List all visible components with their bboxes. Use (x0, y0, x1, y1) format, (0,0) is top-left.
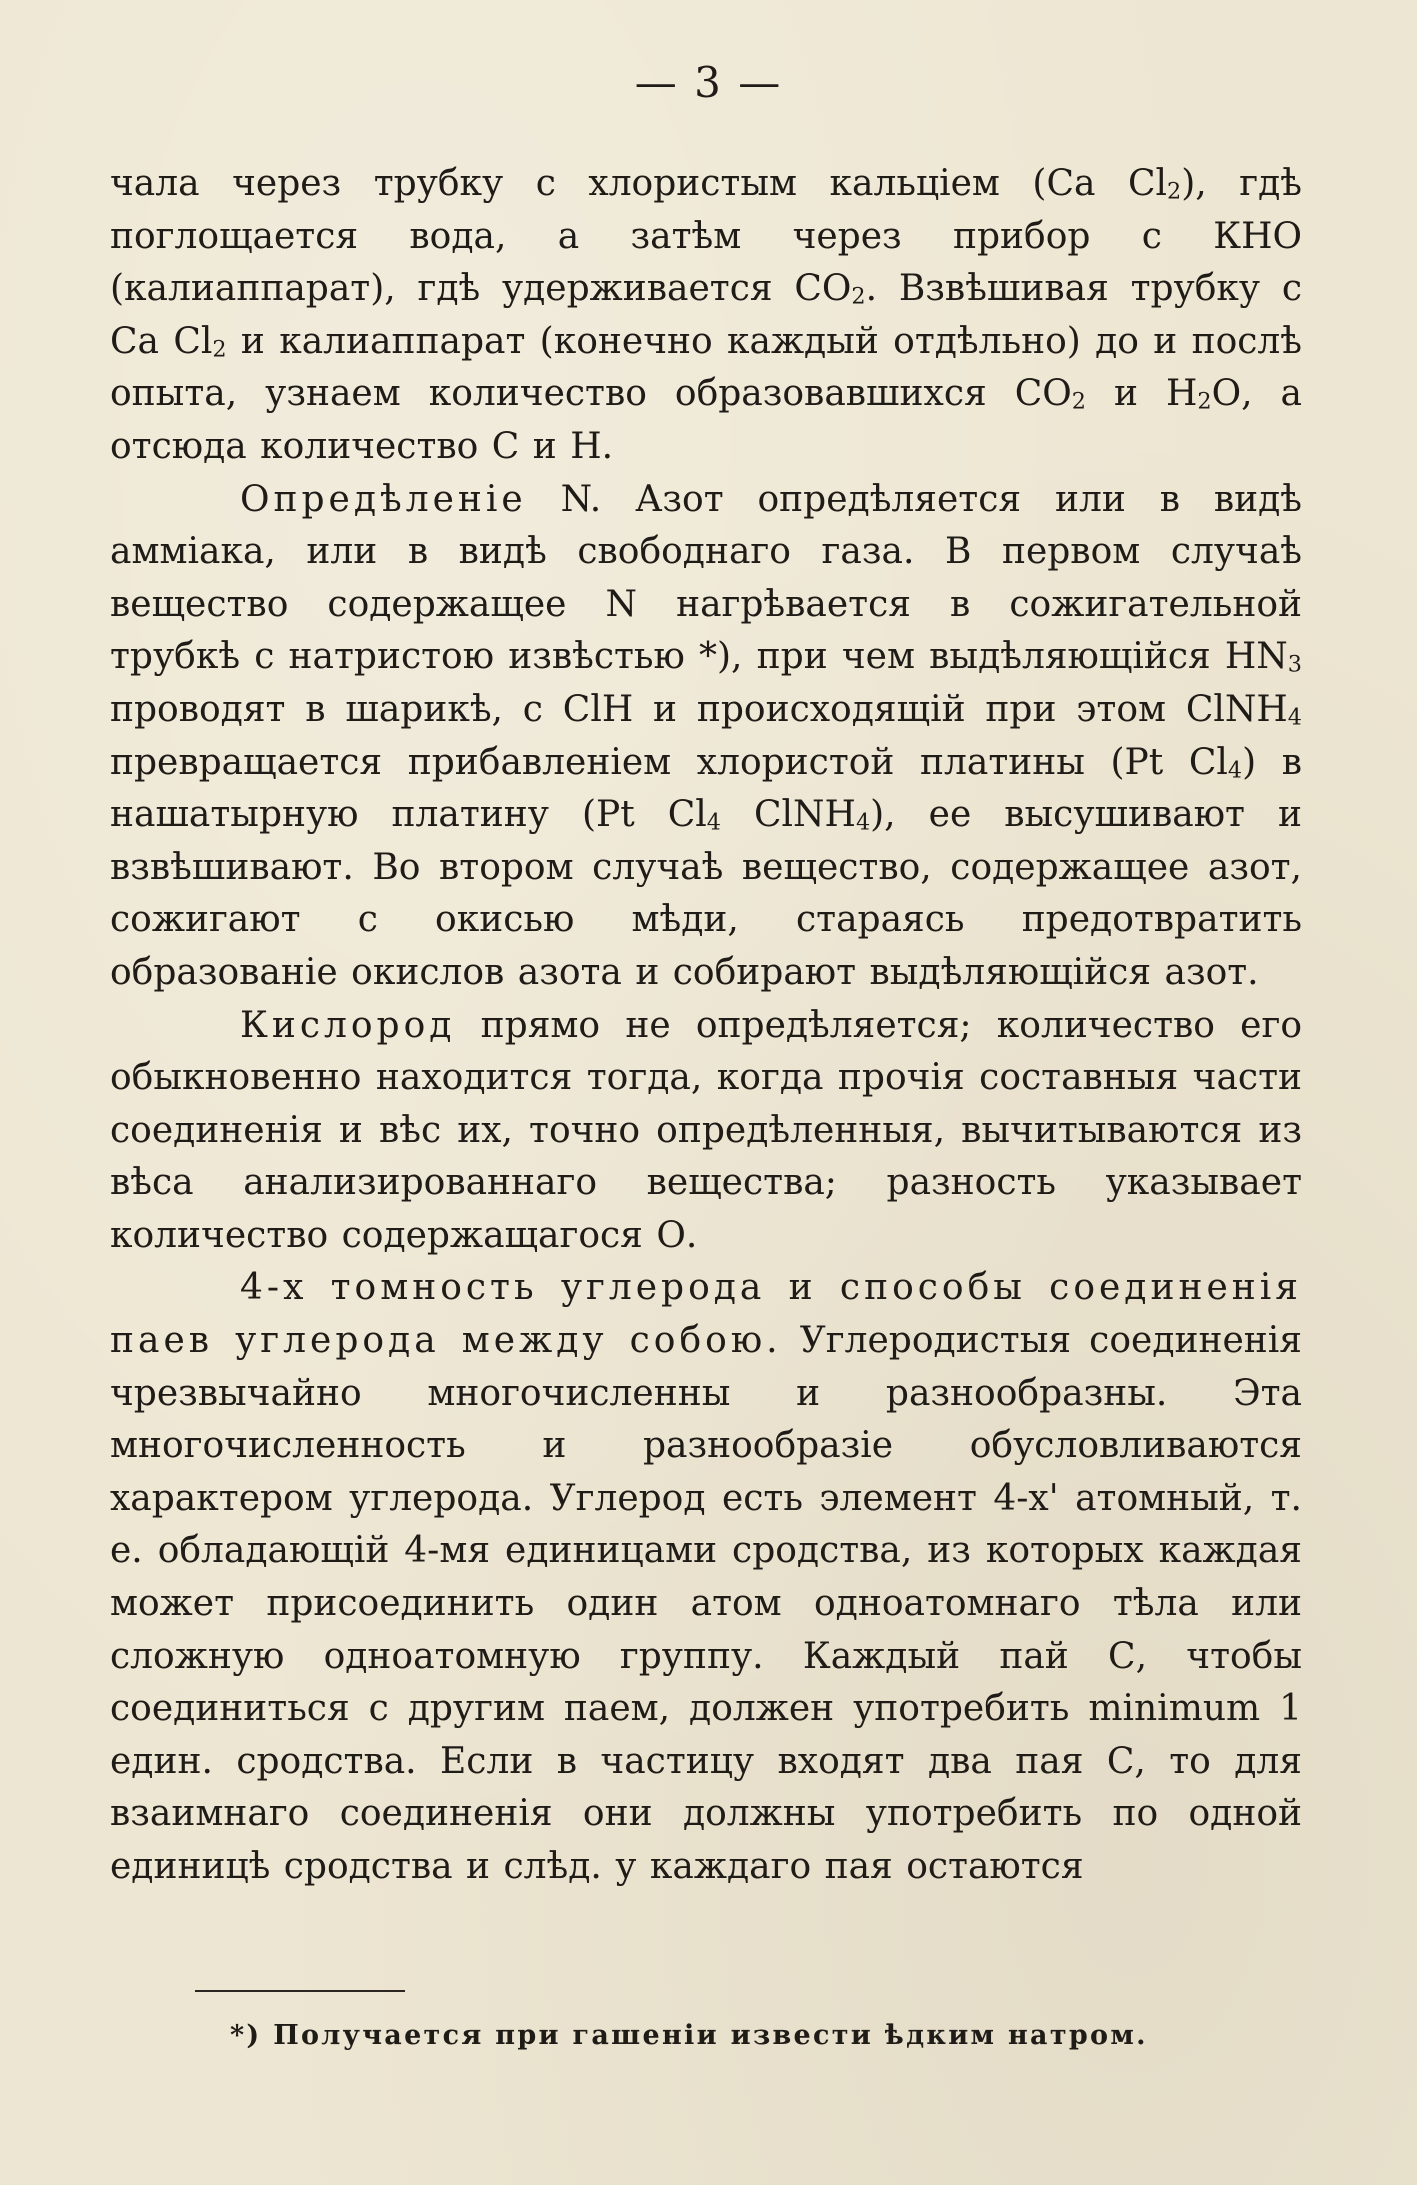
paragraph-4 (110, 1262, 1302, 1893)
paragraph-2 (110, 474, 1302, 1000)
page-number: — 3 — (634, 58, 783, 107)
paragraph-1 (110, 158, 1302, 474)
subscript: 4 (706, 809, 721, 836)
body-text (110, 158, 1302, 1894)
subscript: 4 (1227, 756, 1243, 783)
text-run: СlNН (720, 794, 856, 836)
text-run: чала через трубку с хлористым кальціем (Са Сl (110, 163, 1168, 204)
text-run: проводят в шарикѣ, с СlН и происходящій при этом СlNН (110, 688, 1288, 730)
text-run: прямо не опредѣляется; количество его обыкновенно находится тогда, когда прочія составныя части соединенія и вѣс их, точно опредѣленныя, вычитываются из вѣса анализированнаго вещества; разность указывает количество содержащагося О. (110, 1004, 1302, 1256)
text-run: Углеродистыя соединенія чрезвычайно многочисленны и разнообразны. Эта многочисленность и разнообразіе обусловливаются характером углерода. Углерод есть элемент 4-х' атомный, т. е. обладающій 4-мя единицами сродства, из которых каждая может присоединить один атом одноатомнаго тѣла или сложную одноатомную группу. Каждый пай С, чтобы соединиться с другим паем, должен употребить minimum 1 един. сродства. Если в частицу входят два пая С, то для взаимнаго соединенія они должны употребить по одной единицѣ сродства и слѣд. у каждаго пая остаются (110, 1320, 1303, 1887)
subscript: 2 (1197, 388, 1212, 415)
subscript: 4 (1287, 704, 1302, 731)
paragraph-3 (110, 1000, 1302, 1263)
spaced-term: 4-х томность углерода и способы соединенія паев углерода между собою. (110, 1267, 1302, 1362)
spaced-term: Кислород (240, 1004, 456, 1046)
subscript: 2 (1167, 178, 1182, 205)
text-run: . Взвѣшивая трубку с Са Сl (110, 268, 1302, 362)
footnote-divider (195, 1990, 405, 1992)
subscript: 3 (1287, 651, 1302, 678)
subscript: 2 (851, 283, 866, 310)
subscript: 4 (855, 809, 871, 836)
subscript: 2 (1071, 388, 1086, 415)
text-run: ), гдѣ поглощается вода, а затѣм через прибор с КНО (калиаппарат), гдѣ удерживается СО (110, 163, 1302, 310)
text-run: ), ее высушивают и взвѣшивают. Во втором случаѣ вещество, содержащее азот, сожигают с окисью мѣди, стараясь предотвратить образованіе окислов азота и собирают выдѣляющійся азот. (110, 794, 1302, 993)
text-run: О, а отсюда количество С и Н. (110, 373, 1302, 467)
subscript: 2 (212, 336, 227, 363)
footnote: *) Получается при гашеніи извести ѣдким натром. (230, 2020, 1148, 2051)
text-run: ) в нашатырную платину (Рt Сl (110, 741, 1302, 836)
text-run: и Н (1085, 373, 1198, 415)
text-run: и калиаппарат (конечно каждый отдѣльно) до и послѣ опыта, узнаем количество образовавшихся СО (110, 320, 1302, 415)
spaced-term: Опредѣленіе (240, 478, 527, 520)
text-run: N. Азот опредѣляется или в видѣ амміака, или в видѣ свободнаго газа. В первом случаѣ вещество содержащее N нагрѣвается в сожигательной трубкѣ с натристою извѣстью *), при чем выдѣляющійся НN (110, 478, 1302, 678)
text-run: превращается прибавленіем хлористой платины (Рt Сl (110, 741, 1228, 783)
